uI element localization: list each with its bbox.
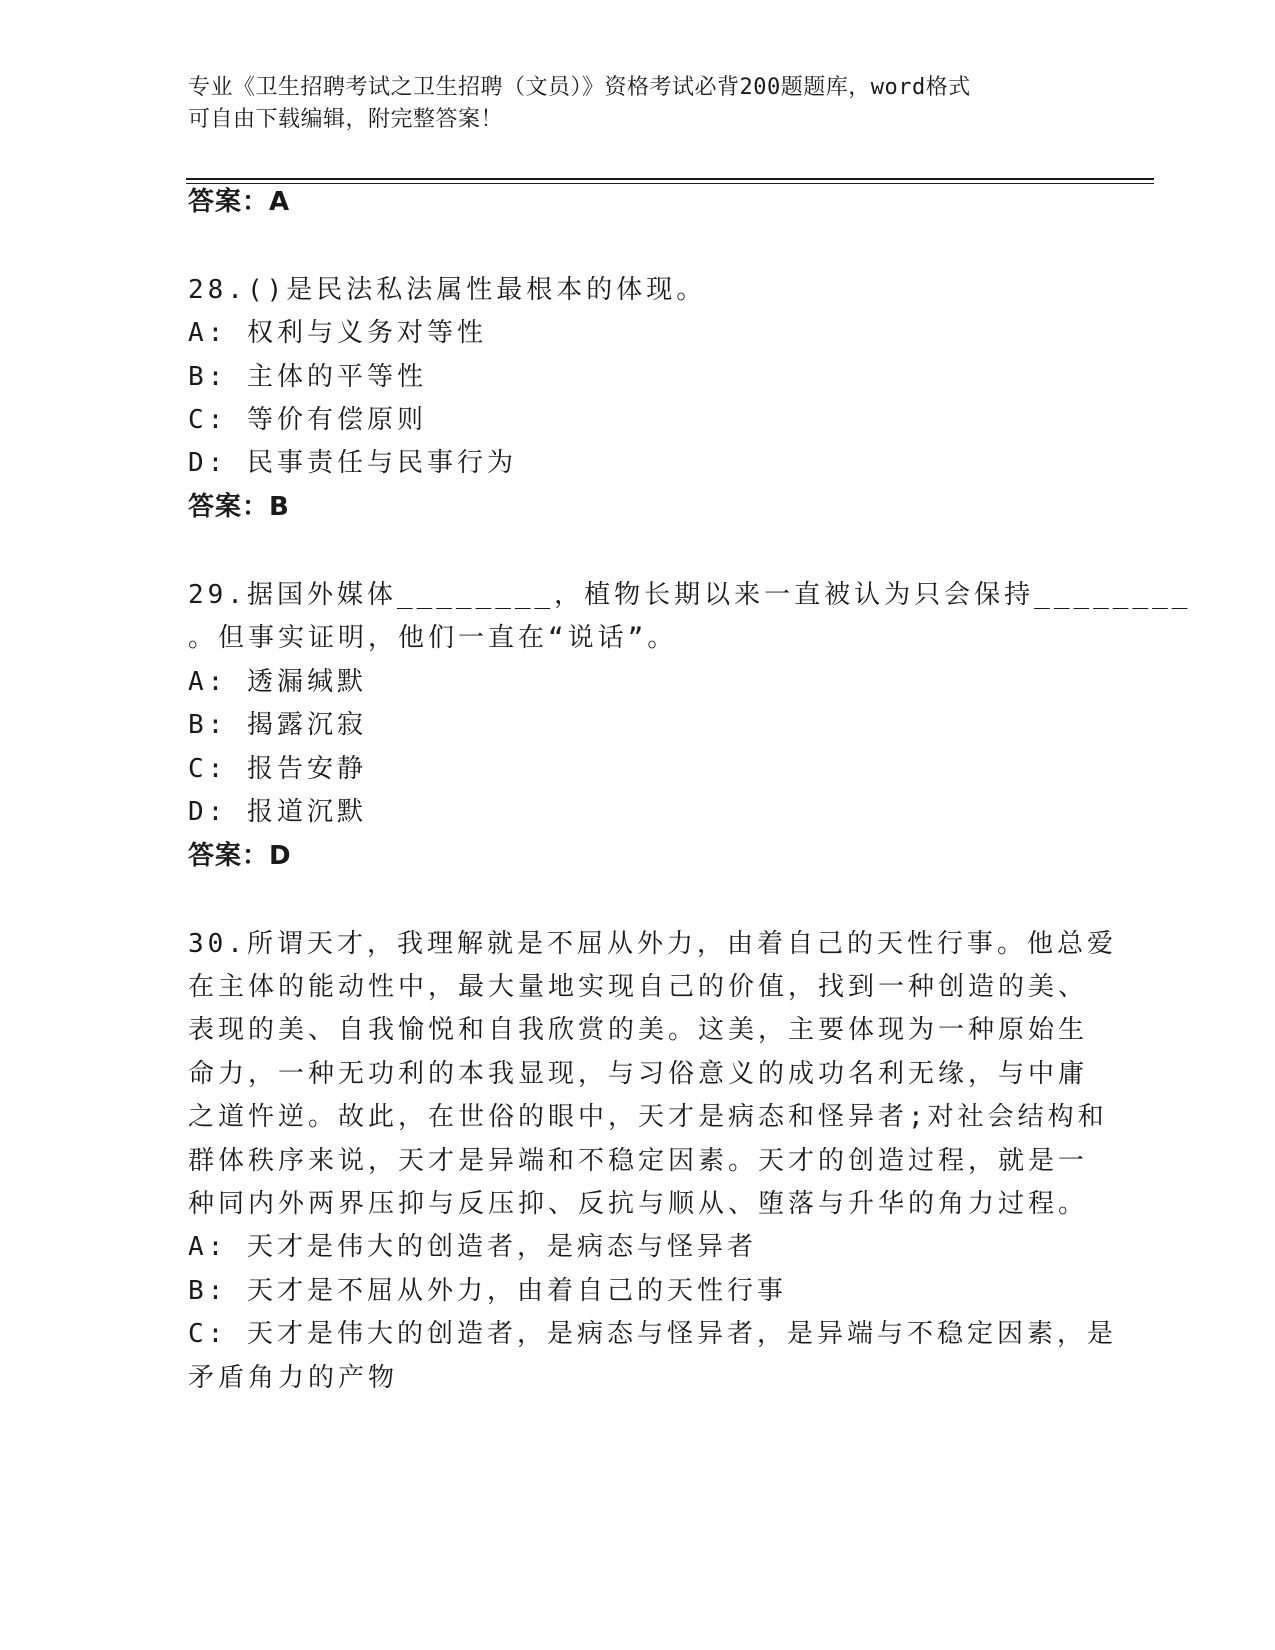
header-rule-thick xyxy=(186,178,1154,180)
question-29-option-d: D: 报道沉默 xyxy=(188,797,367,827)
question-28-option-a: A: 权利与义务对等性 xyxy=(188,318,487,348)
question-28-option-c: C: 等价有偿原则 xyxy=(188,405,427,435)
question-30-option-a: A: 天才是伟大的创造者，是病态与怪异者 xyxy=(188,1232,757,1262)
question-30-stem-line-6: 群体秩序来说，天才是异端和不稳定因素。天才的创造过程，就是一 xyxy=(188,1146,1089,1176)
question-30-stem-line-2: 在主体的能动性中，最大量地实现自己的价值，找到一种创造的美、 xyxy=(188,972,1089,1002)
previous-answer: 答案：A xyxy=(188,187,291,217)
question-30-stem-line-3: 表现的美、自我愉悦和自我欣赏的美。这美，主要体现为一种原始生 xyxy=(188,1015,1089,1045)
question-29-answer: 答案：D xyxy=(188,841,292,871)
question-29-option-a: A: 透漏缄默 xyxy=(188,667,367,697)
question-28-stem: 28.()是民法私法属性最根本的体现。 xyxy=(188,275,707,305)
header-title-line-2: 可自由下载编辑，附完整答案！ xyxy=(188,107,504,132)
header-title-line-1: 专业《卫生招聘考试之卫生招聘（文员）》资格考试必背200题题库，word格式 xyxy=(188,75,971,100)
question-28-answer: 答案：B xyxy=(188,492,290,522)
page-header xyxy=(188,72,1088,136)
question-29-option-b: B: 揭露沉寂 xyxy=(188,710,367,740)
question-29-option-c: C: 报告安静 xyxy=(188,754,367,784)
question-29-stem-line-1: 29.据国外媒体________，植物长期以来一直被认为只会保持________ xyxy=(188,580,1192,610)
question-30-stem-line-4: 命力，一种无功利的本我显现，与习俗意义的成功名利无缘，与中庸 xyxy=(188,1059,1089,1089)
question-30-stem-line-5: 之道忤逆。故此，在世俗的眼中，天才是病态和怪异者;对社会结构和 xyxy=(188,1102,1108,1132)
question-28-option-d: D: 民事责任与民事行为 xyxy=(188,448,517,478)
question-30-option-c-continued: 矛盾角力的产物 xyxy=(188,1363,399,1393)
question-28-option-b: B: 主体的平等性 xyxy=(188,362,427,392)
question-30-stem-line-1: 30.所谓天才，我理解就是不屈从外力，由着自己的天性行事。他总爱 xyxy=(188,929,1117,959)
question-29-stem-line-2: 。但事实证明，他们一直在“说话”。 xyxy=(188,623,678,653)
question-30-option-c: C: 天才是伟大的创造者，是病态与怪异者，是异端与不稳定因素，是 xyxy=(188,1319,1117,1349)
question-30-stem-line-7: 种同内外两界压抑与反压抑、反抗与顺从、堕落与升华的角力过程。 xyxy=(188,1189,1089,1219)
header-rule-thin xyxy=(186,183,1154,184)
question-30-option-b: B: 天才是不屈从外力，由着自己的天性行事 xyxy=(188,1276,787,1306)
